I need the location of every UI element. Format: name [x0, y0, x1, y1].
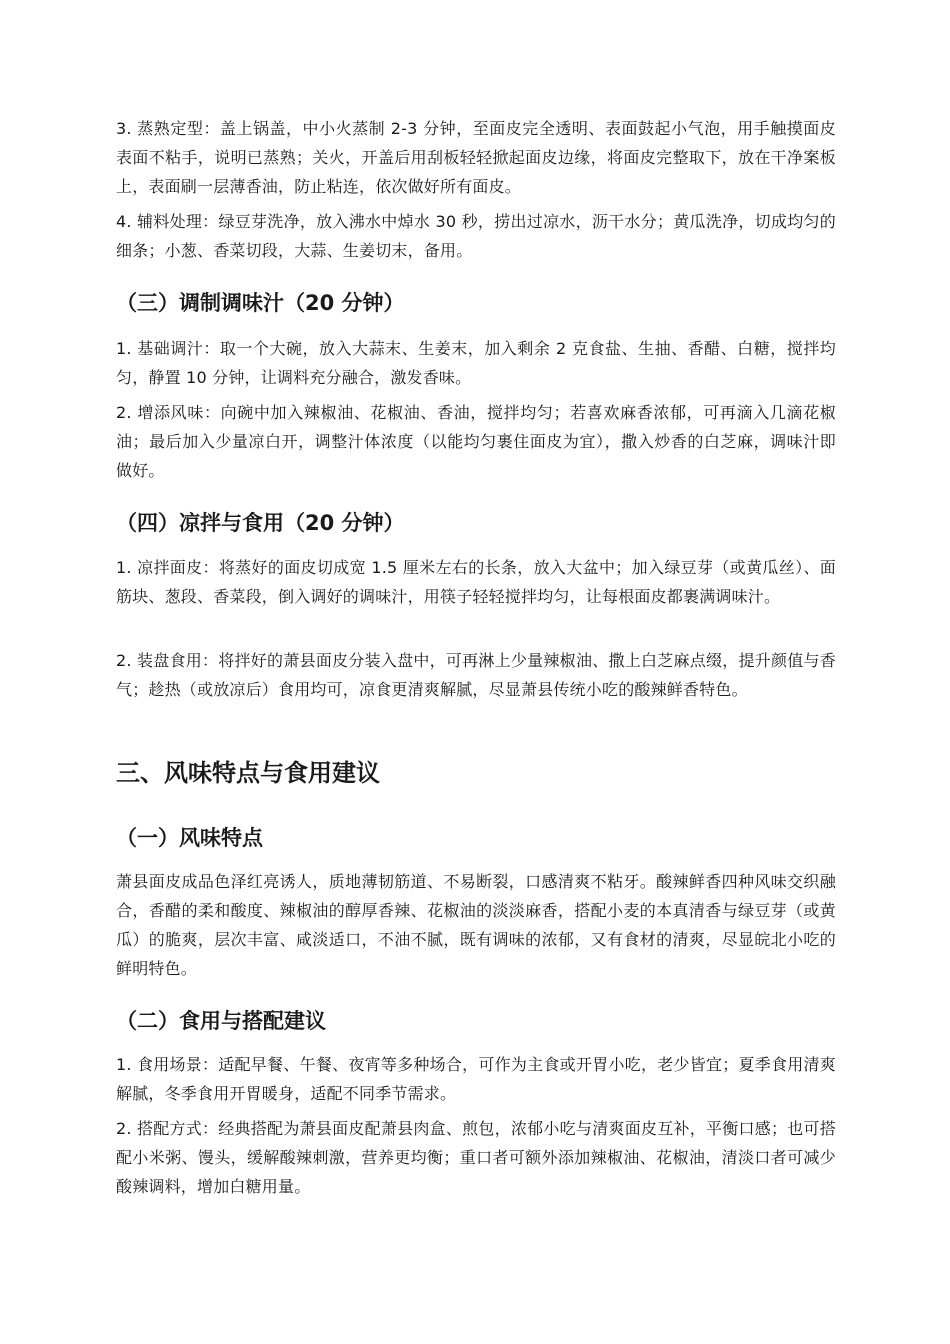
heading-main-section3: 三、风味特点与食用建议	[116, 759, 380, 787]
heading-sauce: （三）调制调味汁（20 分钟）	[116, 291, 405, 315]
paragraph-sauce-step1: 1. 基础调汁：取一个大碗，放入大蒜末、生姜末，加入剩余 2 克食盐、生抽、香醋、白糖，搅拌均匀，静置 10 分钟，让调料充分融合，激发香味。	[116, 339, 836, 387]
paragraph-suggest-step1: 1. 食用场景：适配早餐、午餐、夜宵等多种场合，可作为主食或开胃小吃，老少皆宜；夏季食用清爽解腻，冬季食用开胃暖身，适配不同季节需求。	[116, 1055, 836, 1103]
paragraph-mix-step2: 2. 装盘食用：将拌好的萧县面皮分装入盘中，可再淋上少量辣椒油、撒上白芝麻点缀，提升颜值与香气；趁热（或放凉后）食用均可，凉食更清爽解腻，尽显萧县传统小吃的酸辣鲜香特色。	[116, 651, 836, 699]
heading-suggest: （二）食用与搭配建议	[116, 1009, 326, 1033]
paragraph-flavor: 萧县面皮成品色泽红亮诱人，质地薄韧筋道、不易断裂，口感清爽不粘牙。酸辣鲜香四种风味交织融合，香醋的柔和酸度、辣椒油的醇厚香辣、花椒油的淡淡麻香，搭配小麦的本真清香与绿豆芽（或黄瓜）的脆爽，层次丰富、咸淡适口，不油不腻，既有调味的浓郁，又有食材的清爽，尽显皖北小吃的鲜明特色。	[116, 872, 836, 978]
paragraph-mix-step1: 1. 凉拌面皮：将蒸好的面皮切成宽 1.5 厘米左右的长条，放入大盆中；加入绿豆芽（或黄瓜丝）、面筋块、葱段、香菜段，倒入调好的调味汁，用筷子轻轻搅拌均匀，让每根面皮都裹满调味汁。	[116, 558, 836, 606]
heading-mix: （四）凉拌与食用（20 分钟）	[116, 511, 405, 535]
paragraph-step4-ingredients: 4. 辅料处理：绿豆芽洗净，放入沸水中焯水 30 秒，捞出过凉水，沥干水分；黄瓜洗净，切成均匀的细条；小葱、香菜切段，大蒜、生姜切末，备用。	[116, 212, 836, 260]
paragraph-step3-steaming: 3. 蒸熟定型：盖上锅盖，中小火蒸制 2-3 分钟，至面皮完全透明、表面鼓起小气泡，用手触摸面皮表面不粘手，说明已蒸熟；关火，开盖后用刮板轻轻掀起面皮边缘，将面皮完整取下，放在干净案板上，表面刷一层薄香油，防止粘连，依次做好所有面皮。	[116, 119, 836, 196]
heading-flavor: （一）风味特点	[116, 826, 263, 850]
paragraph-suggest-step2: 2. 搭配方式：经典搭配为萧县面皮配萧县肉盒、煎包，浓郁小吃与清爽面皮互补，平衡口感；也可搭配小米粥、馒头，缓解酸辣刺激，营养更均衡；重口者可额外添加辣椒油、花椒油，清淡口者可减少酸辣调料，增加白糖用量。	[116, 1119, 836, 1196]
paragraph-sauce-step2: 2. 增添风味：向碗中加入辣椒油、花椒油、香油，搅拌均匀；若喜欢麻香浓郁，可再滴入几滴花椒油；最后加入少量凉白开，调整汁体浓度（以能均匀裹住面皮为宜），撒入炒香的白芝麻，调味汁即做好。	[116, 403, 836, 480]
